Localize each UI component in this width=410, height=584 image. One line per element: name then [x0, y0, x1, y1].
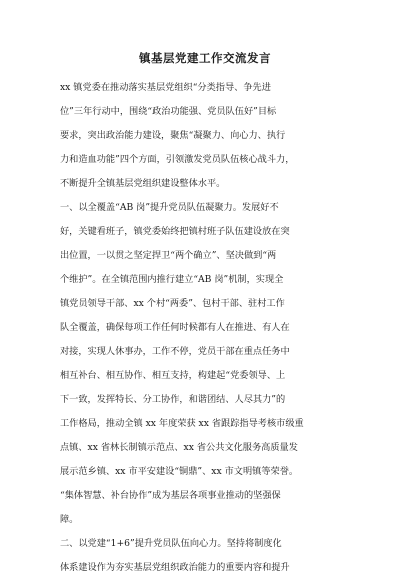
body-line: 一、以全覆盖“AB 岗”提升党员队伍凝聚力。发展好不	[60, 202, 279, 213]
body-line: 展示范乡镇、xx 市平安建设“铜鼎”、xx 市文明镇等荣誉。	[60, 466, 299, 477]
body-line: “集体智慧、补台协作”成为基层各项事业推动的坚强保	[60, 490, 281, 501]
body-line: 工作格局，推动全镇 xx 年度荣获 xx 省跟踪指导考核市级重	[60, 418, 304, 429]
body-line: 障。	[60, 514, 79, 525]
body-line: 体系建设作为夯实基层党组织政治能力的重要内容和提升	[60, 562, 290, 573]
body-line: 队全覆盖，确保每项工作任何时候都有人在推进、有人在	[60, 322, 290, 333]
body-line: 力和造血功能”四个方面，引领激发党员队伍核心战斗力，	[60, 154, 295, 165]
body-line: 二、以党建“1+6”提升党员队伍向心力。坚持将制度化	[60, 538, 282, 549]
body-line: 镇党员领导干部、xx 个村“两委”、包村干部、驻村工作	[60, 298, 285, 309]
body-line: 位”三年行动中，围绕“政治功能强、党员队伍好”目标	[60, 106, 277, 117]
body-line: 出位置，一以贯之坚定捍卫“两个确立”、坚决做到“两	[60, 250, 277, 261]
body-line: 个维护”。在全镇范围内推行建立“AB 岗”机制，实现全	[60, 274, 284, 285]
body-line: 相互补台、相互协作、相互支持，构建起“党委领导、上	[60, 370, 286, 381]
document-body	[60, 80, 360, 584]
body-line: 好，关键看班子，镇党委始终把镇村班子队伍建设放在突	[60, 226, 290, 237]
body-line: 对接，实现人休事办，工作不停，党员干部在重点任务中	[60, 346, 290, 357]
body-line: 点镇、xx 省林长制镇示范点、xx 省公共文化服务高质量发	[60, 442, 298, 453]
body-line: 不断提升全镇基层党组织建设整体水平。	[60, 178, 226, 189]
document-title: 镇基层党建工作交流发言	[139, 51, 271, 65]
body-line: 要求，突出政治能力建设，聚焦“凝聚力、向心力、执行	[60, 130, 286, 141]
body-line: xx 镇党委在推动落实基层党组织“分类指导、争先进	[60, 82, 271, 93]
body-line: 下一致，发挥特长、分工协作，和谐团结、人尽其力”的	[60, 394, 286, 405]
